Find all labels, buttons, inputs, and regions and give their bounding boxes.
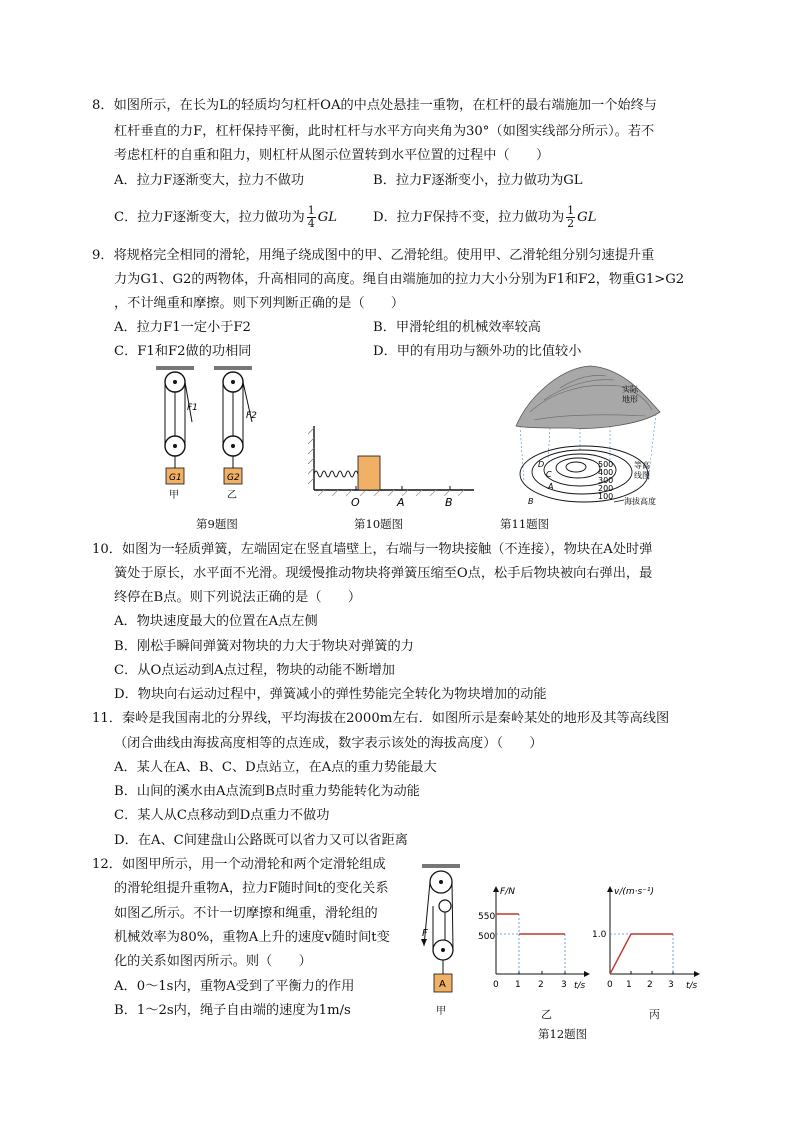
ceiling-yi: [214, 366, 252, 370]
label-haiba: 海拔高度: [624, 497, 656, 506]
q8-option-c-unit: GL: [317, 210, 337, 225]
rope: [452, 882, 453, 950]
contour-level-400: 400: [598, 468, 614, 477]
contour-lines: [520, 446, 648, 502]
q9-option-c: C．F1和F2做的功相同: [114, 344, 252, 359]
x-tick-2: 2: [647, 980, 653, 990]
leader-line: [614, 500, 624, 502]
q10-option-b: B．刚松手瞬间弹簧对物块的力大于物块对弹簧的力: [114, 639, 414, 654]
spring: [314, 471, 358, 477]
contour-level-100: 100: [598, 492, 614, 501]
weight-label-g1: G1: [169, 473, 182, 483]
fig12-caption: 第12题图: [538, 1027, 588, 1041]
x-tick-2: 2: [538, 980, 544, 990]
force-arrow: [421, 939, 427, 946]
q9-option-b: B．甲滑轮组的机械效率较高: [373, 320, 541, 335]
wall-hatching: [308, 428, 314, 484]
fig12-label-yi: 乙: [541, 1008, 552, 1021]
pulley-axle: [439, 880, 443, 884]
y-axis-arrow: [493, 886, 499, 892]
ceiling: [422, 864, 460, 868]
y-axis-label: v/(m·s⁻¹): [614, 887, 655, 897]
x-axis-label: t/s: [574, 981, 586, 991]
x-tick-0: 0: [493, 980, 499, 990]
label-shiji: 实际: [622, 385, 638, 394]
point-b-label: B: [528, 497, 534, 506]
x-tick-3: 3: [668, 980, 674, 990]
contour-level-500: 500: [598, 460, 614, 469]
point-b-label: B: [445, 496, 453, 509]
force-label-f1: F1: [187, 403, 198, 413]
force-label-f: F: [422, 928, 428, 939]
fraction-numerator: 1: [307, 204, 315, 217]
pulley-axle: [231, 444, 235, 448]
label-dixing: 地形: [622, 395, 638, 404]
q11-option-b: B．山间的溪水由A点流到B点时重力势能转化为动能: [114, 784, 420, 799]
fig10-spring-block: [308, 426, 480, 510]
y-tick-550: 550: [478, 912, 496, 922]
x-tick-3: 3: [561, 980, 567, 990]
terrain-model: [516, 366, 660, 428]
x-axis-arrow: [584, 971, 590, 977]
fig11-caption: 第11题图: [500, 517, 550, 531]
q8-option-d-fraction: [566, 205, 575, 230]
fig11-terrain-contour: [510, 364, 680, 512]
q12-option-b: B．1～2s内，绳子自由端的速度为1m/s: [114, 1003, 351, 1018]
fixed-pulley-small: [439, 900, 451, 912]
y-tick-500: 500: [478, 932, 496, 942]
point-a-label: A: [548, 482, 554, 491]
pulley-axle: [231, 380, 235, 384]
q9-line-1: 9．将规格完全相同的滑轮，用绳子绕成图中的甲、乙滑轮组。使用甲、乙滑轮组分别匀速提升重: [92, 248, 655, 263]
q8-option-a: A．拉力F逐渐变大，拉力不做功: [114, 173, 305, 188]
label-jia: 甲: [169, 490, 179, 501]
contour-level-300: 300: [598, 476, 614, 485]
fig10-caption: 第10题图: [354, 517, 404, 531]
q8-option-c: [114, 205, 337, 230]
q8-option-d: [373, 205, 596, 230]
block: [358, 456, 380, 490]
point-o-label: O: [351, 496, 360, 509]
q11-line-2: （闭合曲线由海拔高度相等的点连成，数字表示该处的海拔高度）（ ）: [114, 736, 543, 751]
label-jia: 甲: [436, 1006, 446, 1017]
fig12-pulley-jia: [418, 862, 464, 1020]
q8-line-3: 考虑杠杆的自重和阻力，则杠杆从图示位置转到水平位置的过程中（ ）: [114, 148, 550, 163]
chart-marks: [496, 914, 565, 974]
ceiling-jia: [156, 366, 194, 370]
q10-option-d: D．物块向右运动过程中，弹簧减小的弹性势能完全转化为物块增加的动能: [114, 687, 547, 702]
fig9-pulley-systems: [148, 364, 258, 504]
series-segment: [610, 934, 631, 974]
label-yi: 乙: [227, 490, 237, 501]
q12-line-1: 12．如图甲所示，用一个动滑轮和两个定滑轮组成: [92, 857, 386, 872]
point-c-label: C: [546, 470, 552, 479]
q8-line-2: 杠杆垂直的力F，杠杆保持平衡，此时杠杆与水平方向夹角为30°（如图实线部分所示）。若不: [114, 124, 655, 139]
force-label-f2: F2: [246, 411, 257, 421]
q10-line-2: 簧处于原长，水平面不光滑。现缓慢推动物块将弹簧压缩至O点，松手后物块被向右弹出，最: [114, 566, 653, 581]
contour-level-200: 200: [598, 484, 614, 493]
weight-label-a: A: [439, 979, 446, 990]
x-tick-0: 0: [607, 980, 613, 990]
floor-hatching: [318, 490, 464, 496]
label-dengao: 等高: [634, 461, 650, 470]
q8-option-d-unit: GL: [577, 210, 597, 225]
q10-option-c: C．从O点运动到A点过程，物块的动能不断增加: [114, 663, 395, 678]
x-tick-1: 1: [515, 980, 521, 990]
rope-free-end-jia: [185, 382, 192, 422]
point-a-label: A: [397, 496, 405, 509]
q8-option-d-text: D．拉力F保持不变，拉力做功为: [373, 210, 565, 225]
fig12-chart-force-time: [474, 882, 594, 1002]
q11-option-a: A．某人在A、B、C、D点站立，在A点的重力势能最大: [114, 760, 437, 775]
fig12-label-bing: 丙: [649, 1008, 660, 1021]
fraction-denominator: 4: [307, 217, 315, 230]
y-axis-arrow: [607, 886, 613, 892]
q10-option-a: A．物块速度最大的位置在A点左侧: [114, 614, 318, 629]
q8-option-b: B．拉力F逐渐变小，拉力做功为GL: [373, 173, 583, 188]
weight-label-g2: G2: [227, 473, 240, 483]
q12-line-3: 如图乙所示。不计一切摩擦和绳重，滑轮组的: [114, 906, 378, 921]
q10-line-3: 终停在B点。则下列说法正确的是（ ）: [114, 590, 362, 605]
x-axis-label: t/s: [686, 981, 698, 991]
q12-line-2: 的滑轮组提升重物A，拉力F随时间t的变化关系: [114, 881, 389, 896]
pulley-axle: [173, 444, 177, 448]
q9-line-3: ，不计绳重和摩擦。则下列判断正确的是（ ）: [114, 296, 405, 311]
x-tick-1: 1: [626, 980, 632, 990]
q11-option-d: D．在A、C间建盘山公路既可以省力又可以省距离: [114, 833, 408, 848]
chart-marks: [610, 934, 673, 974]
pulley-axle: [173, 380, 177, 384]
y-axis-label: F/N: [500, 887, 515, 897]
q12-option-a: A．0～1s内，重物A受到了平衡力的作用: [114, 979, 355, 994]
fraction-denominator: 2: [567, 217, 575, 230]
fraction-numerator: 1: [567, 204, 575, 217]
point-d-label: D: [538, 460, 545, 469]
q8-line-1: 8．如图所示，在长为L的轻质均匀杠杆OA的中点处悬挂一重物，在杠杆的最右端施加一个始终与: [92, 98, 657, 113]
q12-line-4: 机械效率为80%，重物A上升的速度v随时间t变: [114, 930, 390, 945]
q11-option-c: C．某人从C点移动到D点重力不做功: [114, 808, 330, 823]
q12-line-5: 化的关系如图丙所示。则（ ）: [114, 954, 312, 969]
fig12-chart-velocity-time: [592, 882, 704, 1002]
q9-option-d: D．甲的有用功与额外功的比值较小: [373, 344, 582, 359]
q9-option-a: A．拉力F1一定小于F2: [114, 320, 251, 335]
q10-line-1: 10．如图为一轻质弹簧，左端固定在竖直墙壁上，右端与一物块接触（不连接），物块在A处时弹: [92, 542, 653, 557]
label-xiantu: 线图: [634, 471, 650, 480]
q8-option-c-fraction: [307, 205, 316, 230]
q9-line-2: 力为G1、G2的两物体，升高相同的高度。绳自由端施加的拉力大小分别为F1和F2，物重G1>G2: [114, 272, 685, 287]
fig9-caption: 第9题图: [196, 517, 238, 531]
q11-line-1: 11．秦岭是我国南北的分界线，平均海拔在2000m左右．如图所示是秦岭某处的地形及其等高线图: [92, 711, 670, 726]
x-axis-arrow: [694, 971, 700, 977]
q8-option-c-text: C．拉力F逐渐变大，拉力做功为: [114, 210, 305, 225]
y-tick-1.0: 1.0: [592, 930, 607, 940]
pulley-axle: [441, 948, 445, 952]
